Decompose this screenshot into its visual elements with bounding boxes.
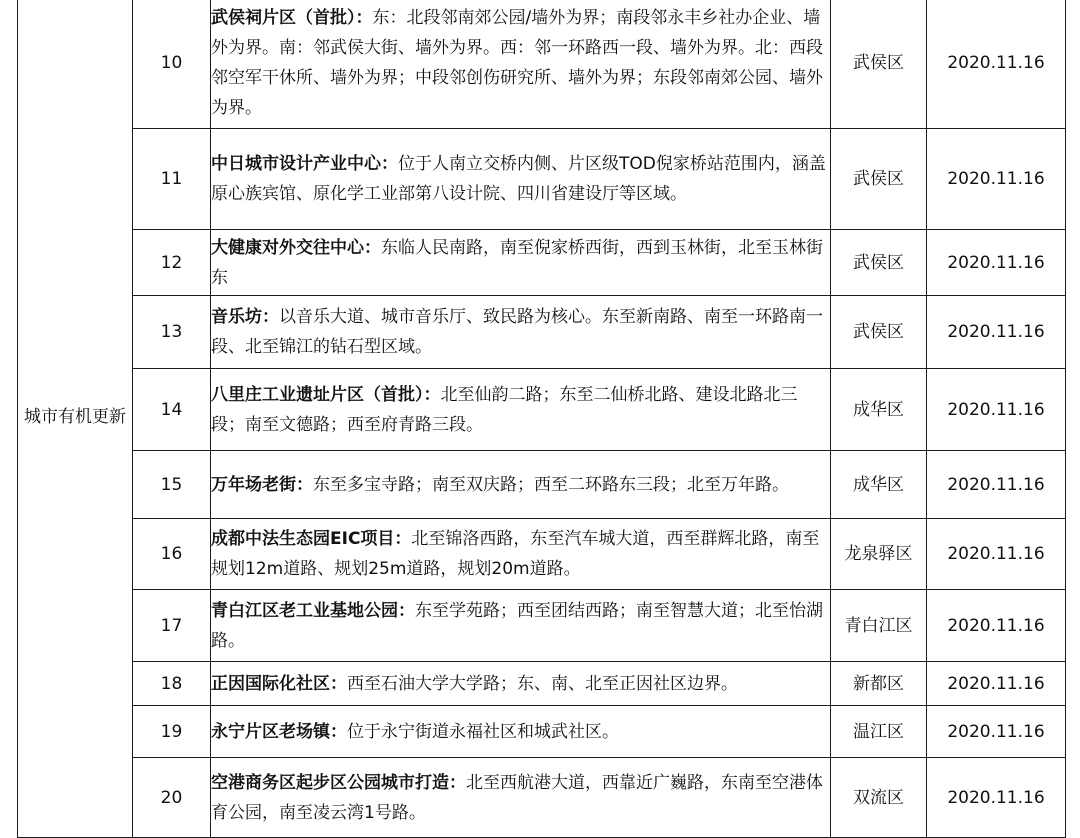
- row-description: [211, 129, 831, 230]
- row-number: 15: [133, 451, 211, 519]
- row-date: 2020.11.16: [927, 590, 1066, 662]
- row-date: 2020.11.16: [927, 0, 1066, 129]
- row-date: 2020.11.16: [927, 451, 1066, 519]
- row-number: 20: [133, 758, 211, 838]
- row-district: 温江区: [831, 706, 927, 758]
- row-title: 万年场老街：: [211, 474, 313, 495]
- row-title: 八里庄工业遗址片区（首批）：: [211, 384, 441, 405]
- row-description: [211, 662, 831, 706]
- row-number: 16: [133, 519, 211, 590]
- row-district: 双流区: [831, 758, 927, 838]
- project-table: [17, 0, 1066, 838]
- table-row: [18, 0, 1066, 129]
- row-text: 北至锦洛西路，东至汽车城大道，西至群辉北路，南至规划12m道路、规划25m道路，规划20m道路。: [211, 529, 820, 579]
- row-text: 北至仙韵二路；东至二仙桥北路、建设北路北三段；南至文德路；西至府青路三段。: [211, 384, 798, 435]
- row-title: 空港商务区起步区公园城市打造：: [211, 772, 466, 793]
- row-district: 成华区: [831, 451, 927, 519]
- row-title: 武侯祠片区（首批）：: [211, 7, 373, 28]
- row-description: [211, 451, 831, 519]
- row-date: 2020.11.16: [927, 758, 1066, 838]
- row-district: 龙泉驿区: [831, 519, 927, 590]
- row-number: 10: [133, 0, 211, 129]
- row-district: 新都区: [831, 662, 927, 706]
- row-text: 北至西航港大道，西靠近广巍路，东南至空港体育公园，南至凌云湾1号路。: [211, 772, 823, 823]
- row-number: 12: [133, 230, 211, 296]
- row-date: 2020.11.16: [927, 519, 1066, 590]
- row-title: 大健康对外交往中心：: [211, 237, 381, 258]
- row-title: 永宁片区老场镇：: [211, 721, 347, 742]
- row-description: [211, 590, 831, 662]
- row-title: 中日城市设计产业中心：: [211, 154, 398, 174]
- row-date: 2020.11.16: [927, 230, 1066, 296]
- row-text: 西至石油大学大学路；东、南、北至正因社区边界。: [347, 673, 738, 694]
- row-description: [211, 519, 831, 590]
- row-number: 14: [133, 369, 211, 451]
- row-number: 18: [133, 662, 211, 706]
- row-district: 武侯区: [831, 0, 927, 129]
- table-row: [18, 296, 1066, 369]
- row-text: 位于人南立交桥内侧、片区级TOD倪家桥站范围内，涵盖原心族宾馆、原化学工业部第八设计院、四川省建设厅等区域。: [211, 154, 826, 204]
- row-number: 19: [133, 706, 211, 758]
- category-cell: 城市有机更新: [18, 0, 133, 838]
- row-text: 以音乐大道、城市音乐厅、致民路为核心。东至新南路、南至一环路南一段、北至锦江的钻石型区域。: [211, 307, 823, 357]
- row-date: 2020.11.16: [927, 662, 1066, 706]
- row-title: 正因国际化社区：: [211, 673, 347, 694]
- row-date: 2020.11.16: [927, 706, 1066, 758]
- row-text: 东：北段邻南郊公园/墙外为界；南段邻永丰乡社办企业、墙外为界。南：邻武侯大街、墙外为界。西：邻一环路西一段、墙外为界。北：西段邻空军干休所、墙外为界；中段邻创伤研究所、墙外为界；东段邻南郊公园、墙外为界。: [211, 7, 823, 118]
- table-row: [18, 706, 1066, 758]
- row-description: [211, 369, 831, 451]
- table-row: [18, 369, 1066, 451]
- row-text: 东临人民南路，南至倪家桥西街，西到玉林街，北至玉林街东: [211, 237, 823, 288]
- table-row: [18, 662, 1066, 706]
- row-district: 武侯区: [831, 296, 927, 369]
- row-date: 2020.11.16: [927, 369, 1066, 451]
- table-row: [18, 230, 1066, 296]
- row-title: 音乐坊：: [211, 307, 279, 327]
- row-text: 位于永宁街道永福社区和城武社区。: [347, 721, 619, 742]
- row-description: [211, 706, 831, 758]
- row-district: 成华区: [831, 369, 927, 451]
- row-date: 2020.11.16: [927, 129, 1066, 230]
- row-title: 成都中法生态园EIC项目：: [211, 529, 412, 549]
- table-row: [18, 129, 1066, 230]
- row-description: [211, 230, 831, 296]
- table-row: [18, 519, 1066, 590]
- row-text: 东至学苑路；西至团结西路；南至智慧大道；北至怡湖路。: [211, 600, 823, 651]
- row-district: 武侯区: [831, 129, 927, 230]
- row-district: 武侯区: [831, 230, 927, 296]
- row-number: 11: [133, 129, 211, 230]
- table-row: [18, 590, 1066, 662]
- row-description: [211, 0, 831, 129]
- row-text: 东至多宝寺路；南至双庆路；西至二环路东三段；北至万年路。: [313, 474, 789, 495]
- row-number: 13: [133, 296, 211, 369]
- row-title: 青白江区老工业基地公园：: [211, 600, 415, 621]
- row-date: 2020.11.16: [927, 296, 1066, 369]
- table-row: [18, 451, 1066, 519]
- row-district: 青白江区: [831, 590, 927, 662]
- row-description: [211, 758, 831, 838]
- row-number: 17: [133, 590, 211, 662]
- table-row: [18, 758, 1066, 838]
- row-description: [211, 296, 831, 369]
